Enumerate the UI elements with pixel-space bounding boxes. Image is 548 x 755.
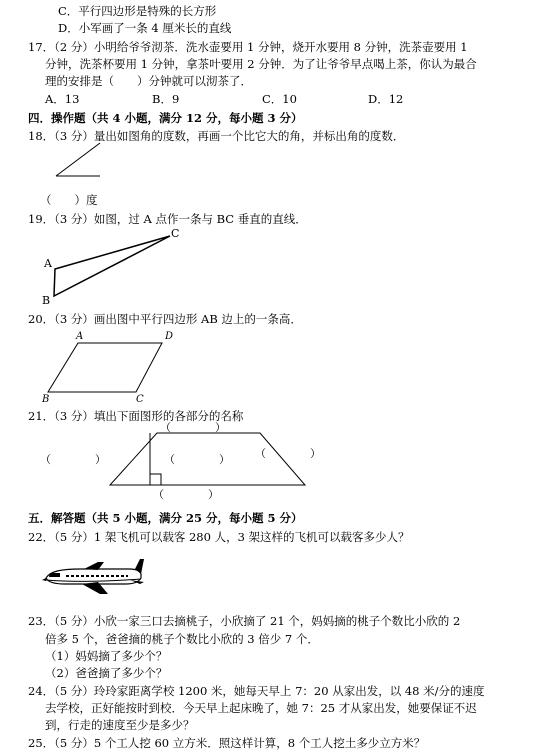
option-d-16: D．小军画了一条 4 厘米长的直线	[58, 21, 232, 35]
q21-blank-right: （ ）	[255, 447, 321, 460]
q17-option-b: B．9	[152, 92, 180, 106]
section-four-heading: 四．操作题（共 4 小题，满分 12 分，每小题 3 分）	[28, 111, 303, 125]
q19-label-c: C	[171, 227, 180, 240]
q20-label-b: B	[42, 394, 50, 405]
q19-label-b: B	[42, 294, 51, 307]
q23-text-2: 倍多 5 个，爸爸摘的桃子个数比小欣的 3 倍少 7 个．	[45, 632, 319, 646]
q19-label-a: A	[44, 257, 52, 270]
q20-label-a: A	[76, 331, 84, 342]
q20-label-c: C	[136, 394, 144, 405]
q17-text-2: 分钟，洗茶杯要用 1 分钟，拿茶叶要用 2 分钟．为了让爷爷早点喝上茶，你认为最合	[45, 57, 477, 71]
q21-blank-top: （ ）	[160, 421, 226, 434]
q17-option-d: D．12	[368, 92, 404, 106]
q21-trapezoid-figure	[40, 423, 340, 503]
section-five-heading: 五．解答题（共 5 小题，满分 25 分，每小题 5 分）	[28, 511, 303, 525]
q17-option-a: A．13	[45, 92, 80, 106]
q21-text: 21．（3 分）填出下面图形的各部分的名称	[28, 409, 244, 423]
q22-text: 22．（5 分）1 架飞机可以载客 280 人，3 架这样的飞机可以载客多少人？	[28, 530, 410, 544]
q24-text-1: 24．（5 分）玲玲家距离学校 1200 米，她每天早上 7：20 从家出发，以 48 米/分的速度	[28, 684, 485, 698]
q24-text-2: 去学校，正好能按时到校．今天早上起床晚了，她 7：25 才从家出发，她要保证不迟	[45, 701, 477, 715]
q21-blank-left: （ ）	[40, 453, 106, 466]
q18-answer-blank: （ ）度	[40, 193, 98, 207]
q18-angle-figure	[54, 140, 114, 180]
q20-parallelogram-figure	[40, 326, 190, 405]
q23-text-1: 23．（5 分）小欣一家三口去摘桃子，小欣摘了 21 个，妈妈摘的桃子个数比小欣的 2	[28, 614, 461, 628]
q21-blank-bottom: （ ）	[153, 488, 219, 501]
q25-text: 25．（5 分）5 个工人挖 60 立方米．照这样计算，8 个工人挖土多少立方米？	[28, 736, 426, 750]
q24-text-3: 到，行走的速度至少是多少？	[45, 718, 195, 732]
q20-text: 20．（3 分）画出图中平行四边形 AB 边上的一条高．	[28, 312, 302, 326]
q17-option-c: C．10	[262, 92, 297, 106]
q21-blank-height: （ ）	[164, 453, 230, 466]
q19-triangle-figure	[40, 226, 190, 306]
q17-text-1: 17．（2 分）小明给爷爷沏茶．洗水壶要用 1 分钟，烧开水要用 8 分钟，洗茶壶要用 1	[28, 40, 468, 54]
q20-label-d: D	[165, 331, 174, 342]
option-c-16: C．平行四边形是特殊的长方形	[58, 4, 217, 18]
q19-text: 19．（3 分）如图，过 A 点作一条与 BC 垂直的直线．	[28, 212, 307, 226]
q18-text: 18．（3 分）量出如图角的度数，再画一个比它大的角，并标出角的度数．	[28, 129, 405, 143]
q23-sub-1: （1）妈妈摘了多少个？	[45, 649, 168, 663]
q17-text-3: 理的安排是（ ）分钟就可以沏茶了．	[45, 74, 252, 88]
airplane-icon	[40, 556, 150, 596]
q23-sub-2: （2）爸爸摘了多少个？	[45, 666, 168, 680]
